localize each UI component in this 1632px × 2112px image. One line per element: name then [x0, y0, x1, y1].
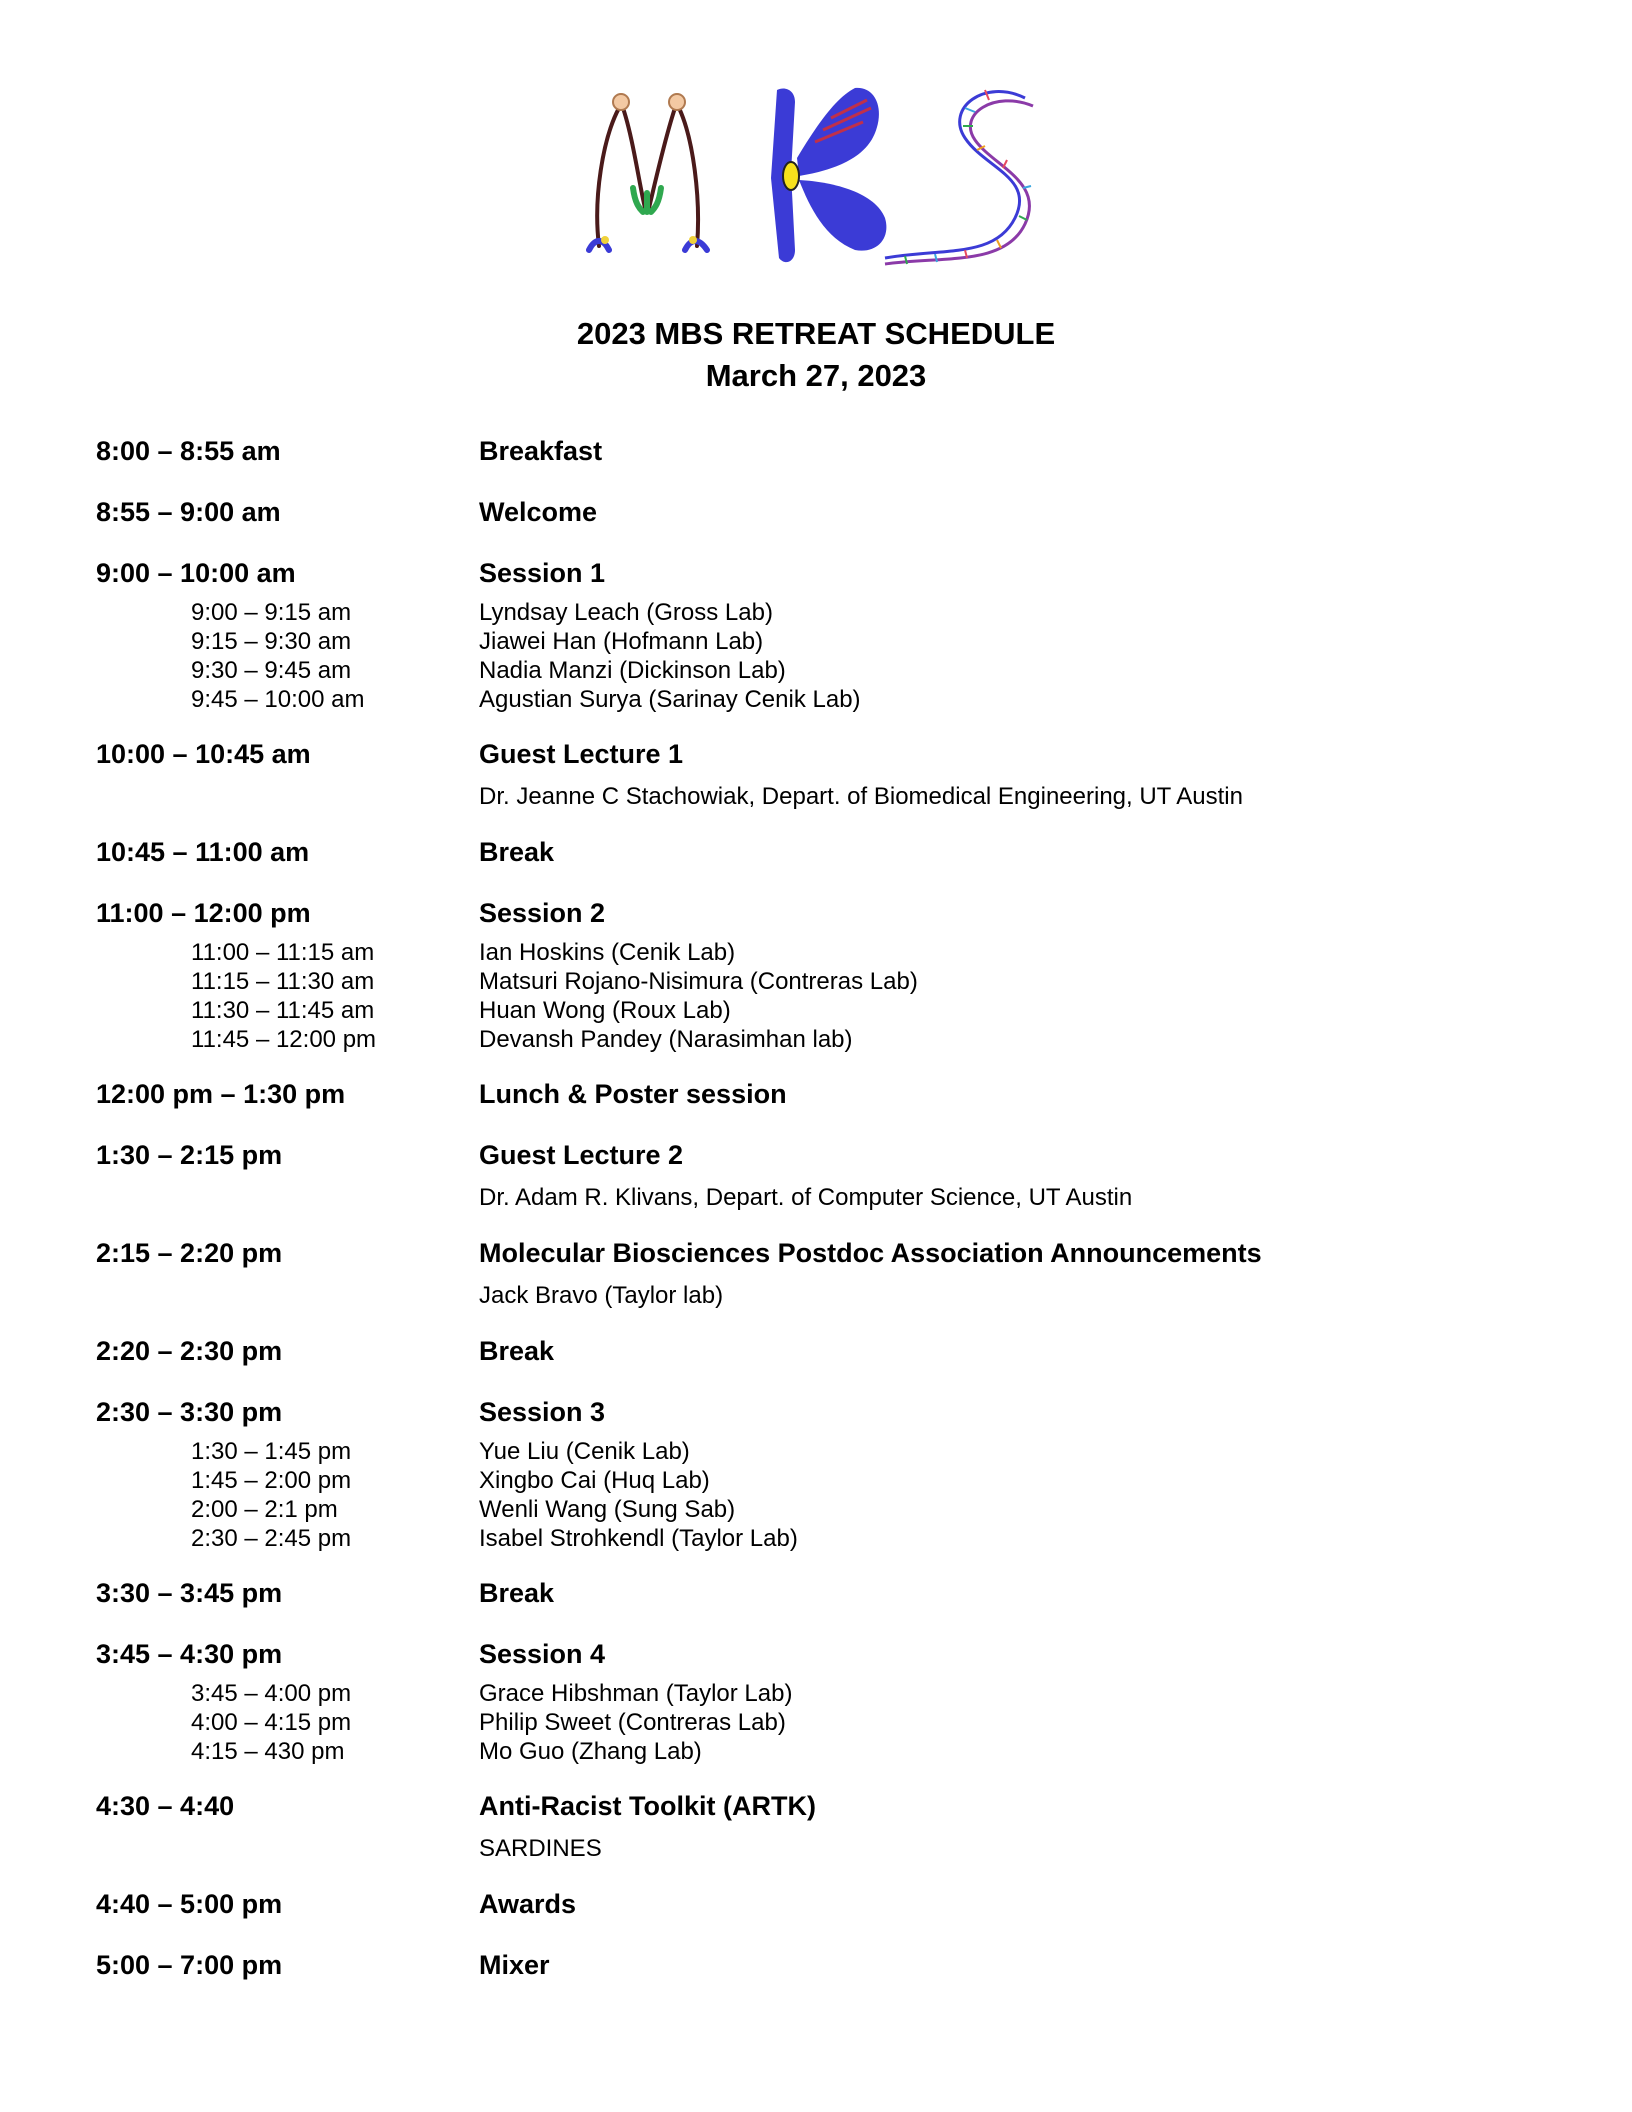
- schedule-title: 2023 MBS RETREAT SCHEDULE: [576, 316, 1056, 351]
- talk-speaker: Nadia Manzi (Dickinson Lab): [479, 657, 786, 684]
- session-talks: [96, 1437, 1546, 1553]
- talk-speaker: Lyndsay Leach (Gross Lab): [479, 599, 773, 626]
- talk-row: [96, 1466, 1546, 1495]
- logo-letter-s: [885, 90, 1033, 264]
- schedule-time: 2:20 – 2:30 pm: [96, 1336, 283, 1366]
- session-talks: [96, 598, 1546, 714]
- event-detail: [96, 1833, 1546, 1864]
- schedule-event: Break: [479, 1336, 555, 1366]
- talk-time: 9:15 – 9:30 am: [191, 628, 352, 655]
- schedule-row: [96, 1633, 1546, 1675]
- schedule-event: Guest Lecture 1: [479, 739, 684, 769]
- schedule-event: Guest Lecture 2: [479, 1140, 684, 1170]
- schedule-time: 5:00 – 7:00 pm: [96, 1950, 283, 1980]
- talk-row: [96, 1708, 1546, 1737]
- schedule-event: Anti-Racist Toolkit (ARTK): [479, 1791, 816, 1821]
- schedule-row: [96, 733, 1546, 775]
- schedule-time: 9:00 – 10:00 am: [96, 558, 296, 588]
- talk-time: 2:30 – 2:45 pm: [191, 1525, 352, 1552]
- schedule-time: 12:00 pm – 1:30 pm: [96, 1079, 346, 1109]
- talk-time: 11:15 – 11:30 am: [191, 968, 375, 995]
- talk-row: [96, 1495, 1546, 1524]
- talk-time: 11:30 – 11:45 am: [191, 997, 375, 1024]
- schedule-row: [96, 491, 1546, 533]
- schedule-time: 10:00 – 10:45 am: [96, 739, 311, 769]
- schedule-block: [96, 1073, 1546, 1115]
- schedule-date: March 27, 2023: [705, 358, 927, 393]
- schedule-block: [96, 1785, 1546, 1864]
- schedule-event: Session 4: [479, 1639, 606, 1669]
- talk-speaker: Xingbo Cai (Huq Lab): [479, 1467, 710, 1494]
- schedule-block: [96, 1330, 1546, 1372]
- schedule-block: [96, 1391, 1546, 1553]
- schedule-row: [96, 1572, 1546, 1614]
- talk-speaker: Mo Guo (Zhang Lab): [479, 1738, 702, 1765]
- session-talks: [96, 1679, 1546, 1766]
- talk-speaker: Ian Hoskins (Cenik Lab): [479, 939, 736, 966]
- schedule-block: [96, 1944, 1546, 1986]
- talk-time: 11:45 – 12:00 pm: [191, 1026, 377, 1053]
- talk-time: 9:00 – 9:15 am: [191, 599, 352, 626]
- schedule-block: [96, 430, 1546, 472]
- schedule-event: Break: [479, 1578, 555, 1608]
- talk-speaker: Grace Hibshman (Taylor Lab): [479, 1680, 793, 1707]
- event-detail-text: SARDINES: [479, 1835, 602, 1862]
- schedule-row: [96, 1944, 1546, 1986]
- talk-row: [96, 967, 1546, 996]
- mbs-logo: [585, 78, 1065, 273]
- event-detail: [96, 1280, 1546, 1311]
- talk-row: [96, 656, 1546, 685]
- schedule-row: [96, 1883, 1546, 1925]
- schedule-row: [96, 430, 1546, 472]
- event-detail-text: Dr. Adam R. Klivans, Depart. of Computer Science, UT Austin: [479, 1184, 1133, 1211]
- schedule-time: 2:30 – 3:30 pm: [96, 1397, 283, 1427]
- schedule-time: 3:30 – 3:45 pm: [96, 1578, 283, 1608]
- schedule-block: [96, 831, 1546, 873]
- schedule-block: [96, 892, 1546, 1054]
- schedule-event: Mixer: [479, 1950, 550, 1980]
- schedule-time: 3:45 – 4:30 pm: [96, 1639, 283, 1669]
- talk-row: [96, 598, 1546, 627]
- talk-speaker: Huan Wong (Roux Lab): [479, 997, 731, 1024]
- schedule-time: 2:15 – 2:20 pm: [96, 1238, 283, 1268]
- schedule-time: 4:30 – 4:40: [96, 1791, 235, 1821]
- schedule-block: [96, 1883, 1546, 1925]
- schedule-row: [96, 892, 1546, 934]
- schedule-event: Awards: [479, 1889, 577, 1919]
- talk-speaker: Matsuri Rojano-Nisimura (Contreras Lab): [479, 968, 918, 995]
- talk-time: 11:00 – 11:15 am: [191, 939, 375, 966]
- talk-time: 3:45 – 4:00 pm: [191, 1680, 352, 1707]
- session-talks: [96, 938, 1546, 1054]
- schedule-event: Breakfast: [479, 436, 603, 466]
- talk-time: 4:00 – 4:15 pm: [191, 1709, 352, 1736]
- schedule-event: Break: [479, 837, 555, 867]
- event-detail: [96, 1182, 1546, 1213]
- talk-speaker: Jiawei Han (Hofmann Lab): [479, 628, 764, 655]
- talk-time: 9:45 – 10:00 am: [191, 686, 365, 713]
- schedule-block: [96, 1633, 1546, 1766]
- talk-speaker: Wenli Wang (Sung Sab): [479, 1496, 736, 1523]
- talk-speaker: Devansh Pandey (Narasimhan lab): [479, 1026, 853, 1053]
- schedule-block: [96, 1232, 1546, 1311]
- event-detail-text: Dr. Jeanne C Stachowiak, Depart. of Biomedical Engineering, UT Austin: [479, 783, 1243, 810]
- schedule-time: 11:00 – 12:00 pm: [96, 898, 311, 928]
- schedule-row: [96, 1785, 1546, 1827]
- logo-letter-b: [771, 88, 886, 262]
- schedule-event: Welcome: [479, 497, 598, 527]
- talk-row: [96, 1437, 1546, 1466]
- talk-row: [96, 938, 1546, 967]
- talk-time: 9:30 – 9:45 am: [191, 657, 352, 684]
- schedule-time: 8:00 – 8:55 am: [96, 436, 281, 466]
- talk-time: 4:15 – 430 pm: [191, 1738, 345, 1765]
- schedule-row: [96, 1391, 1546, 1433]
- schedule-row: [96, 1232, 1546, 1274]
- schedule-block: [96, 733, 1546, 812]
- schedule-time: 4:40 – 5:00 pm: [96, 1889, 283, 1919]
- talk-time: 2:00 – 2:1 pm: [191, 1496, 338, 1523]
- talk-speaker: Agustian Surya (Sarinay Cenik Lab): [479, 686, 861, 713]
- schedule-event: Session 1: [479, 558, 606, 588]
- event-detail-text: Jack Bravo (Taylor lab): [479, 1282, 724, 1309]
- logo-letter-m: [589, 108, 707, 250]
- schedule-time: 8:55 – 9:00 am: [96, 497, 281, 527]
- schedule-block: [96, 1134, 1546, 1213]
- talk-row: [96, 1679, 1546, 1708]
- talk-speaker: Philip Sweet (Contreras Lab): [479, 1709, 786, 1736]
- schedule-event: Molecular Biosciences Postdoc Association Announcements: [479, 1238, 1262, 1268]
- talk-row: [96, 627, 1546, 656]
- talk-row: [96, 1524, 1546, 1553]
- schedule-event: Session 3: [479, 1397, 606, 1427]
- talk-time: 1:30 – 1:45 pm: [191, 1438, 352, 1465]
- talk-row: [96, 685, 1546, 714]
- schedule-row: [96, 1134, 1546, 1176]
- schedule-block: [96, 1572, 1546, 1614]
- schedule-event: Lunch & Poster session: [479, 1079, 787, 1109]
- event-detail: [96, 781, 1546, 812]
- talk-row: [96, 1737, 1546, 1766]
- schedule-time: 10:45 – 11:00 am: [96, 837, 310, 867]
- talk-row: [96, 1025, 1546, 1054]
- schedule-row: [96, 1073, 1546, 1115]
- schedule-row: [96, 1330, 1546, 1372]
- schedule-row: [96, 831, 1546, 873]
- schedule-block: [96, 552, 1546, 714]
- talk-time: 1:45 – 2:00 pm: [191, 1467, 352, 1494]
- schedule-block: [96, 491, 1546, 533]
- talk-speaker: Yue Liu (Cenik Lab): [479, 1438, 690, 1465]
- schedule-list: [96, 430, 1546, 2005]
- schedule-event: Session 2: [479, 898, 606, 928]
- schedule-time: 1:30 – 2:15 pm: [96, 1140, 283, 1170]
- talk-row: [96, 996, 1546, 1025]
- talk-speaker: Isabel Strohkendl (Taylor Lab): [479, 1525, 798, 1552]
- schedule-row: [96, 552, 1546, 594]
